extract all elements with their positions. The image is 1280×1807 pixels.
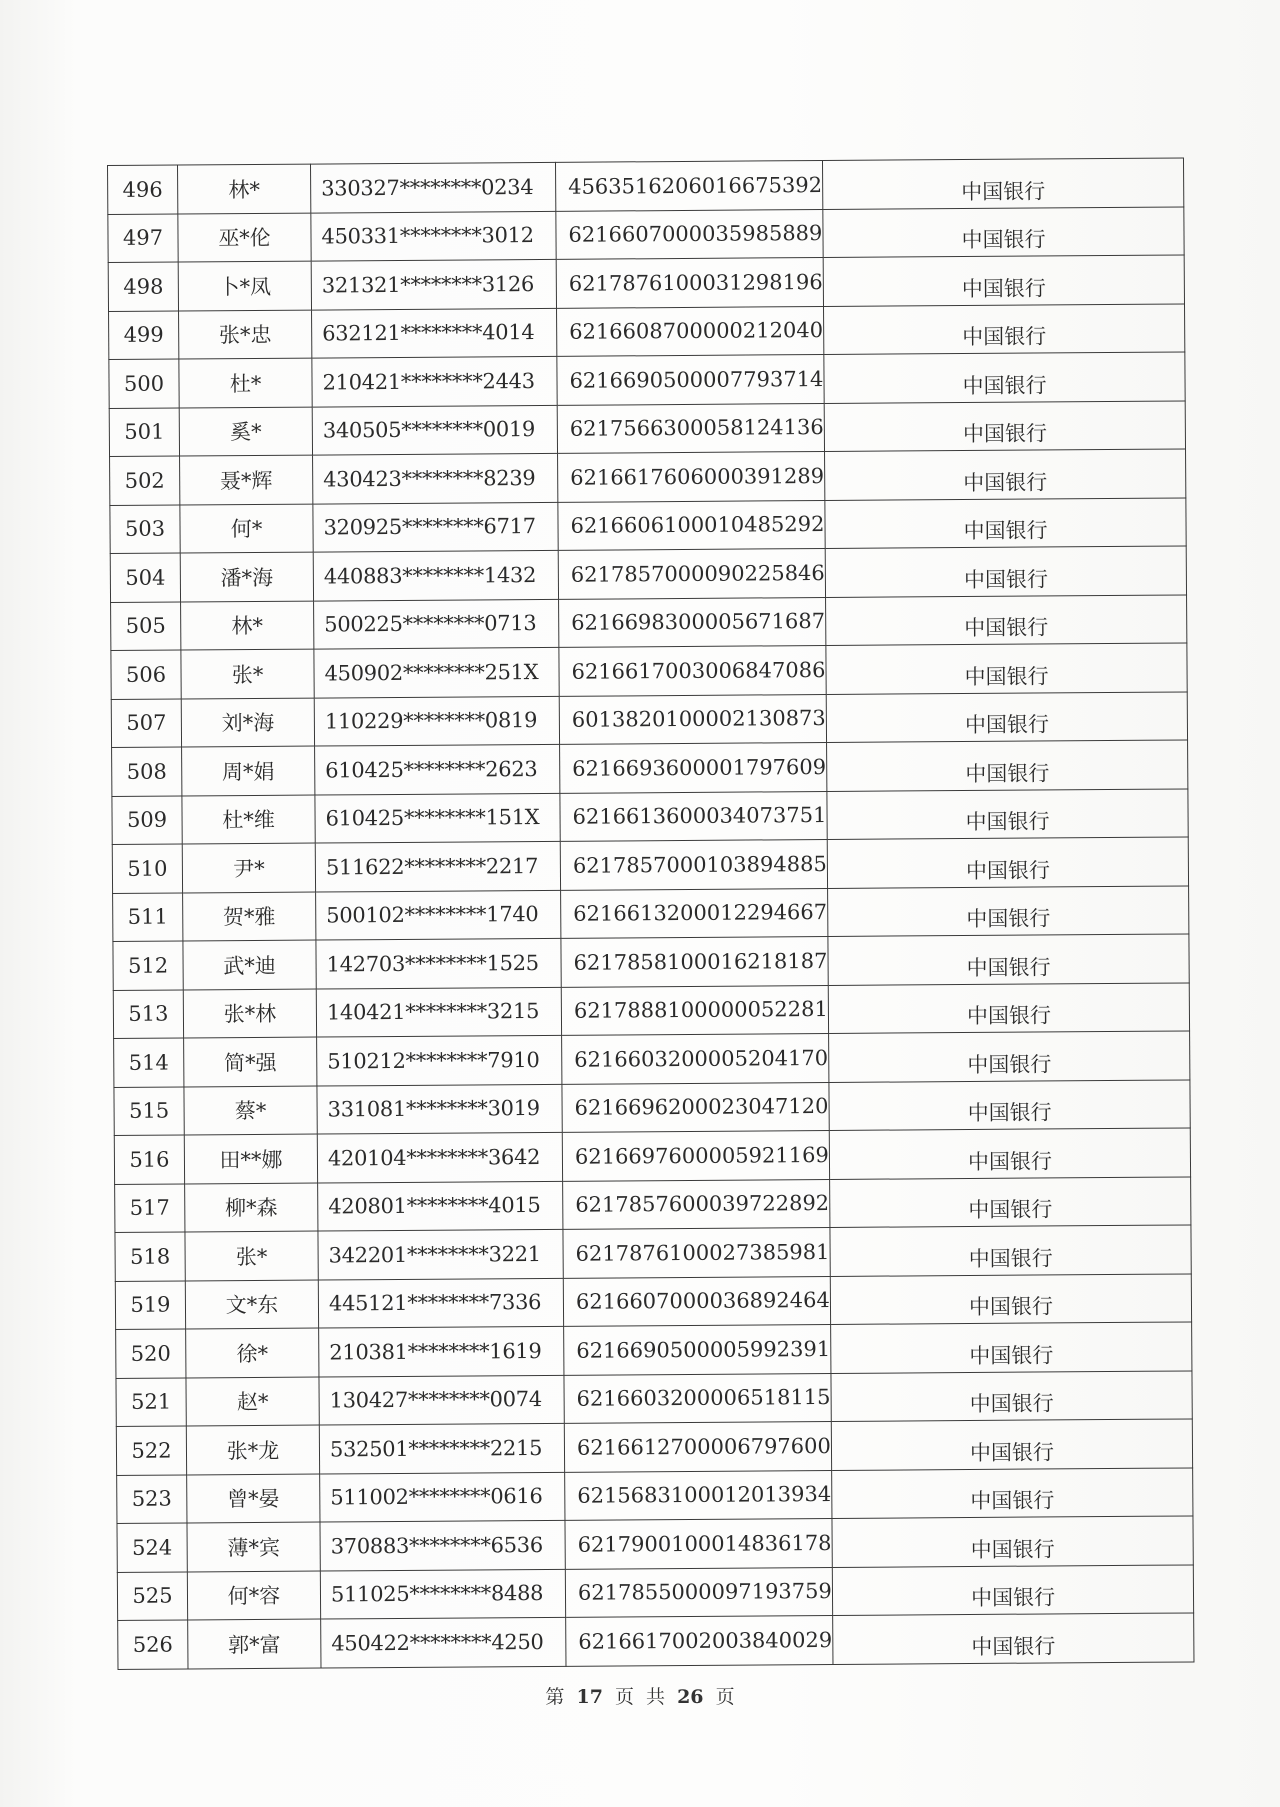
recipient-name: 张* [185, 1231, 318, 1280]
bank-account-number: 6216690500005992391 [564, 1324, 831, 1374]
table-row [116, 1419, 1192, 1475]
row-number: 502 [110, 456, 180, 505]
bank-name: 中国银行 [831, 1322, 1192, 1373]
bank-name: 中国银行 [831, 1419, 1192, 1470]
row-number: 519 [115, 1280, 185, 1329]
recipient-name: 文*东 [185, 1280, 318, 1329]
table-row [113, 885, 1189, 941]
id-number: 130427********0074 [319, 1375, 564, 1425]
bank-name: 中国银行 [825, 449, 1186, 500]
table-row [113, 982, 1189, 1038]
bank-account-number: 6217855000097193759 [565, 1567, 832, 1617]
recipient-name: 张*忠 [179, 310, 312, 359]
bank-account-number: 6217857600039722892 [563, 1179, 830, 1229]
recipient-name: 武*迪 [183, 940, 316, 989]
bank-name: 中国银行 [830, 1225, 1191, 1276]
bank-name: 中国银行 [824, 352, 1185, 403]
id-number: 450331********3012 [311, 211, 556, 261]
id-number: 420104********3642 [317, 1132, 562, 1182]
bank-account-number: 4563516206016675392 [555, 161, 822, 211]
table-row [113, 934, 1189, 990]
bank-name: 中国银行 [826, 594, 1187, 645]
recipient-name: 周*娟 [182, 746, 315, 795]
bank-account-number: 6013820100002130873 [559, 694, 826, 744]
current-page-number: 17 [576, 1686, 603, 1708]
table-row [111, 594, 1187, 650]
table-row [110, 497, 1186, 553]
table-row [115, 1273, 1191, 1329]
table-row [109, 400, 1185, 456]
id-number: 510212********7910 [317, 1035, 562, 1085]
table-row [112, 837, 1188, 893]
id-number: 320925********6717 [313, 502, 558, 552]
bank-name: 中国银行 [832, 1564, 1193, 1615]
row-number: 523 [117, 1474, 187, 1523]
id-number: 370883********6536 [320, 1520, 565, 1570]
bank-account-number: 6216617606000391289 [558, 451, 825, 501]
table-row [114, 1128, 1190, 1184]
bank-account-number: 6216617003006847086 [559, 645, 826, 695]
row-number: 509 [112, 795, 182, 844]
row-number: 511 [113, 892, 183, 941]
recipient-name: 柳*森 [185, 1183, 318, 1232]
id-number: 632121********4014 [312, 308, 557, 358]
bank-account-number: 6217900100014836178 [565, 1518, 832, 1568]
row-number: 496 [108, 165, 178, 214]
id-number: 330327********0234 [310, 162, 555, 212]
id-number: 321321********3126 [311, 259, 556, 309]
row-number: 506 [111, 650, 181, 699]
bank-name: 中国银行 [825, 546, 1186, 597]
bank-name: 中国银行 [822, 158, 1183, 209]
table-row [109, 352, 1185, 408]
bank-name: 中国银行 [832, 1516, 1193, 1567]
bank-account-number: 6216690500007793714 [557, 355, 824, 405]
bank-account-number: 6216613600034073751 [560, 791, 827, 841]
bank-account-number: 6217566300058124136 [557, 403, 824, 453]
row-number: 513 [113, 989, 183, 1038]
footer-middle: 页 共 [614, 1686, 666, 1708]
bank-name: 中国银行 [829, 1128, 1190, 1179]
bank-account-number: 6215683100012013934 [565, 1470, 832, 1520]
row-number: 517 [115, 1183, 185, 1232]
table-row [112, 740, 1188, 796]
recipient-name: 郭*富 [188, 1619, 321, 1668]
id-number: 450902********251X [314, 647, 559, 697]
row-number: 504 [110, 553, 180, 602]
bank-account-number: 6216696200023047120 [562, 1082, 829, 1132]
recipient-name: 巫*伦 [178, 213, 311, 262]
row-number: 499 [109, 311, 179, 360]
recipient-name: 徐* [186, 1328, 319, 1377]
bank-account-number: 6217857000090225846 [558, 548, 825, 598]
recipient-name: 张* [181, 649, 314, 698]
bank-name: 中国银行 [831, 1370, 1192, 1421]
bank-account-number: 6217876100027385981 [563, 1227, 830, 1277]
id-number: 331081********3019 [317, 1084, 562, 1134]
id-number: 610425********151X [315, 793, 560, 843]
row-number: 505 [111, 601, 181, 650]
bank-account-number: 6217888100000052281 [561, 985, 828, 1035]
recipient-name: 薄*宾 [187, 1522, 320, 1571]
recipient-name: 林* [178, 164, 311, 213]
bank-name: 中国银行 [827, 740, 1188, 791]
table-row [109, 303, 1185, 359]
bank-account-number: 6216607000035985889 [556, 209, 823, 259]
bank-account-number: 6216698300005671687 [559, 597, 826, 647]
id-number: 110229********0819 [314, 696, 559, 746]
row-number: 503 [110, 504, 180, 553]
bank-account-number: 6216608700000212040 [557, 306, 824, 356]
table-row [114, 1031, 1190, 1087]
recipient-name: 杜* [179, 358, 312, 407]
table-row [117, 1467, 1193, 1523]
bank-name: 中国银行 [826, 643, 1187, 694]
row-number: 500 [109, 359, 179, 408]
table-row [108, 206, 1184, 262]
id-number: 610425********2623 [315, 744, 560, 794]
footer-prefix: 第 [545, 1686, 565, 1708]
bank-name: 中国银行 [829, 1079, 1190, 1130]
recipient-name: 何*容 [187, 1571, 320, 1620]
recipient-table [107, 157, 1194, 1669]
row-number: 497 [108, 214, 178, 263]
table-row [111, 643, 1187, 699]
table-row [112, 788, 1188, 844]
recipient-name: 卜*凤 [178, 261, 311, 310]
id-number: 420801********4015 [318, 1181, 563, 1231]
recipient-name: 尹* [182, 843, 315, 892]
recipient-name: 潘*海 [180, 552, 313, 601]
id-number: 445121********7336 [318, 1278, 563, 1328]
row-number: 508 [112, 747, 182, 796]
row-number: 525 [117, 1571, 187, 1620]
row-number: 521 [116, 1377, 186, 1426]
bank-account-number: 6216693600001797609 [560, 742, 827, 792]
id-number: 210381********1619 [319, 1326, 564, 1376]
row-number: 510 [112, 844, 182, 893]
recipient-name: 杜*维 [182, 795, 315, 844]
bank-account-number: 6216617002003840029 [566, 1615, 833, 1665]
bank-account-number: 6216607000036892464 [563, 1276, 830, 1326]
bank-name: 中国银行 [830, 1176, 1191, 1227]
recipient-name: 蔡* [184, 1086, 317, 1135]
page-footer [0, 1682, 1280, 1709]
bank-name: 中国银行 [828, 885, 1189, 936]
recipient-name: 张*林 [183, 989, 316, 1038]
row-number: 518 [115, 1232, 185, 1281]
recipient-name: 聂*辉 [180, 455, 313, 504]
table-row [108, 158, 1184, 214]
bank-name: 中国银行 [826, 691, 1187, 742]
bank-name: 中国银行 [827, 788, 1188, 839]
bank-name: 中国银行 [829, 1031, 1190, 1082]
row-number: 522 [116, 1426, 186, 1475]
id-number: 532501********2215 [319, 1423, 564, 1473]
recipient-name: 田**娜 [184, 1134, 317, 1183]
table-row [117, 1564, 1193, 1620]
recipient-name: 曾*晏 [187, 1474, 320, 1523]
id-number: 142703********1525 [316, 938, 561, 988]
table-row [116, 1322, 1192, 1378]
recipient-table-body [108, 158, 1194, 1669]
row-number: 515 [114, 1086, 184, 1135]
row-number: 512 [113, 941, 183, 990]
table-row [115, 1176, 1191, 1232]
bank-name: 中国银行 [824, 400, 1185, 451]
id-number: 500102********1740 [316, 890, 561, 940]
table-row [115, 1225, 1191, 1281]
bank-account-number: 6217858100016218187 [561, 936, 828, 986]
bank-name: 中国银行 [824, 303, 1185, 354]
bank-name: 中国银行 [833, 1613, 1194, 1664]
recipient-name: 奚* [179, 407, 312, 456]
bank-name: 中国银行 [828, 934, 1189, 985]
bank-name: 中国银行 [828, 982, 1189, 1033]
footer-suffix: 页 [715, 1686, 735, 1708]
id-number: 511025********8488 [320, 1569, 565, 1619]
row-number: 507 [111, 698, 181, 747]
table-row [116, 1370, 1192, 1426]
id-number: 500225********0713 [314, 599, 559, 649]
table-row [117, 1516, 1193, 1572]
row-number: 520 [116, 1329, 186, 1378]
bank-account-number: 6216613200012294667 [561, 888, 828, 938]
recipient-name: 林* [181, 601, 314, 650]
table-row [108, 255, 1184, 311]
bank-name: 中国银行 [830, 1273, 1191, 1324]
bank-name: 中国银行 [823, 206, 1184, 257]
bank-account-number: 6216603200005204170 [562, 1033, 829, 1083]
row-number: 524 [117, 1523, 187, 1572]
recipient-name: 简*强 [184, 1037, 317, 1086]
bank-account-number: 6217857000103894885 [560, 839, 827, 889]
id-number: 440883********1432 [313, 550, 558, 600]
table-row [118, 1613, 1194, 1669]
id-number: 210421********2443 [312, 356, 557, 406]
bank-account-number: 6216606100010485292 [558, 500, 825, 550]
row-number: 498 [108, 262, 178, 311]
row-number: 516 [114, 1135, 184, 1184]
recipient-name: 贺*雅 [183, 892, 316, 941]
bank-account-number: 6216612700006797600 [564, 1421, 831, 1471]
recipient-name: 赵* [186, 1377, 319, 1426]
id-number: 450422********4250 [321, 1617, 566, 1667]
bank-account-number: 6216697600005921169 [562, 1130, 829, 1180]
id-number: 340505********0019 [312, 405, 557, 455]
recipient-name: 何* [180, 504, 313, 553]
table-row [110, 449, 1186, 505]
id-number: 430423********8239 [313, 453, 558, 503]
table-row [111, 691, 1187, 747]
row-number: 526 [118, 1620, 188, 1669]
table-row [110, 546, 1186, 602]
bank-name: 中国银行 [827, 837, 1188, 888]
table-row [114, 1079, 1190, 1135]
id-number: 342201********3221 [318, 1229, 563, 1279]
bank-account-number: 6217876100031298196 [556, 258, 823, 308]
id-number: 511622********2217 [315, 841, 560, 891]
total-pages-number: 26 [677, 1686, 704, 1708]
row-number: 514 [114, 1038, 184, 1087]
row-number: 501 [109, 408, 179, 457]
bank-name: 中国银行 [823, 255, 1184, 306]
bank-name: 中国银行 [825, 497, 1186, 548]
id-number: 140421********3215 [316, 987, 561, 1037]
bank-name: 中国银行 [832, 1467, 1193, 1518]
id-number: 511002********0616 [320, 1472, 565, 1522]
bank-account-number: 6216603200006518115 [564, 1373, 831, 1423]
recipient-name: 张*龙 [186, 1425, 319, 1474]
recipient-name: 刘*海 [181, 698, 314, 747]
